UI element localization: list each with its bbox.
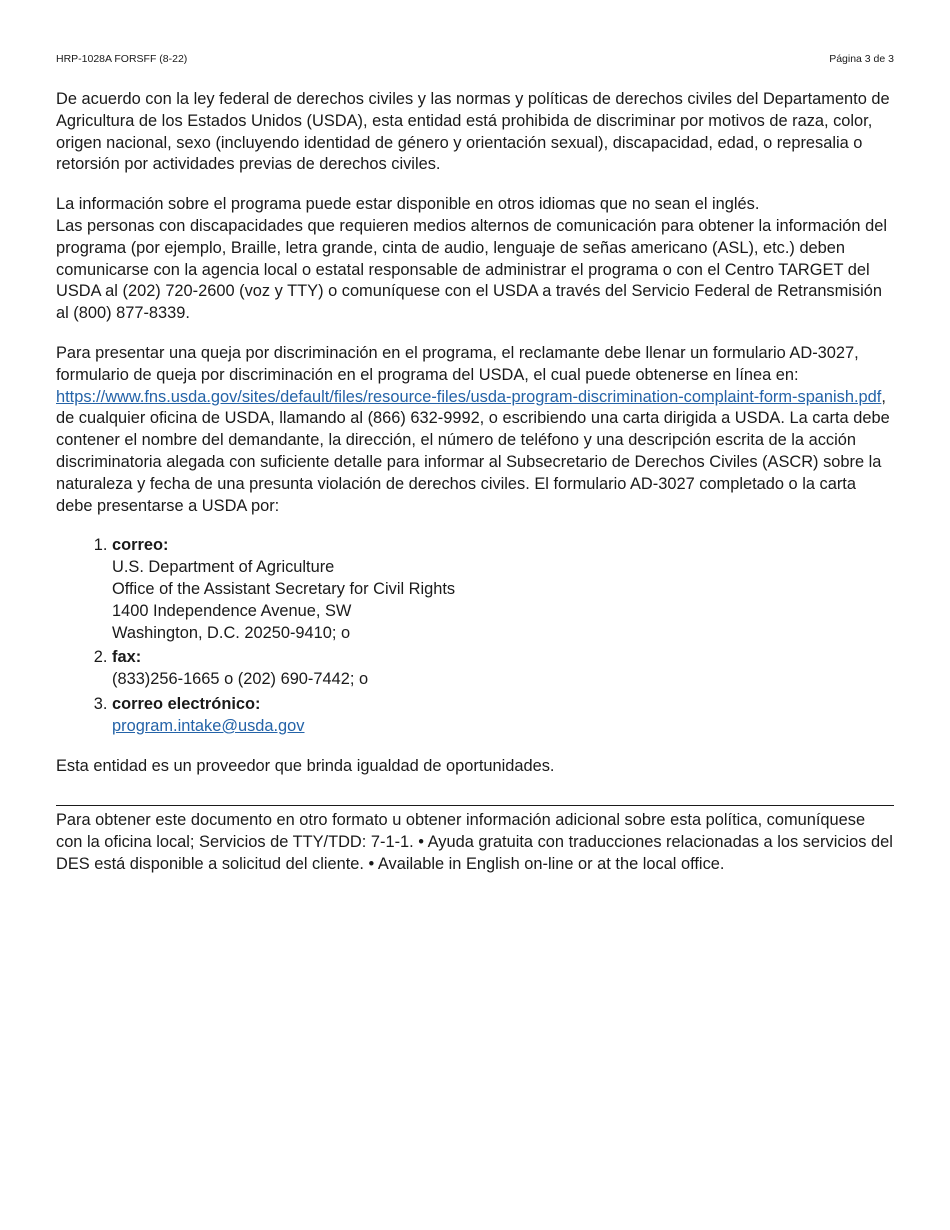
- complaint-text-before-link: Para presentar una queja por discriminación en el programa, el reclamante debe llenar un formulario AD-3027, formulario de queja por discriminación en el programa del USDA, el cual puede obtenerse en línea en:: [56, 343, 859, 384]
- email-link[interactable]: program.intake@usda.gov: [112, 716, 305, 735]
- complaint-form-link[interactable]: https://www.fns.usda.gov/sites/default/files/resource-files/usda-program-discrimination-complaint-form-spanish.pdf: [56, 387, 882, 406]
- complaint-text-after-link: , de cualquier oficina de USDA, llamando al (866) 632-9992, o escribiendo una carta dirigida a USDA. La carta debe contener el nombre del demandante, la dirección, el número de teléfono y una descripción escrita de la acción discriminatoria alegada con suficiente detalle para informar al Subsecretario de Derechos Civiles (ASCR) sobre la naturaleza y fecha de una presunta violación de derechos civiles. El formulario AD-3027 completado o la carta debe presentarse a USDA por:: [56, 387, 890, 515]
- footer-divider: [56, 805, 894, 806]
- document-body: [56, 89, 894, 795]
- civil-rights-paragraph: De acuerdo con la ley federal de derechos civiles y las normas y políticas de derechos civiles del Departamento de Agricultura de los Estados Unidos (USDA), esta entidad está prohibida de discriminar por motivos de raza, color, origen nacional, sexo (incluyendo identidad de género y orientación sexual), discapacidad, edad, o represalia o retorsión por actividades previas de derechos civiles.: [56, 90, 890, 174]
- mail-method-label: correo:: [112, 536, 169, 555]
- submission-methods-list: [56, 535, 894, 737]
- alternative-communication-text: Las personas con discapacidades que requieren medios alternos de comunicación para obtener la información del programa (por ejemplo, Braille, letra grande, cinta de audio, lenguaje de señas americano (ASL), etc.) deben comunicarse con la agencia local o estatal responsable de administrar el programa o con el Centro TARGET del USDA al (202) 720-2600 (voz y TTY) o comuníquese con el USDA a través del Servicio Federal de Retransmisión al (800) 877-8339.: [56, 216, 887, 323]
- fax-method-label: fax:: [112, 648, 142, 667]
- page-header: [56, 53, 894, 67]
- list-item: [112, 647, 894, 691]
- list-item: [112, 694, 894, 738]
- language-availability-line: La información sobre el programa puede estar disponible en otros idiomas que no sean el inglés.: [56, 195, 760, 214]
- language-accessibility-paragraph: [56, 194, 894, 325]
- email-method-label: correo electrónico:: [112, 694, 261, 713]
- complaint-paragraph: [56, 343, 894, 517]
- equal-opportunity-statement: Esta entidad es un proveedor que brinda igualdad de oportunidades.: [56, 756, 555, 775]
- email-line: [112, 716, 894, 738]
- form-id: HRP-1028A FORSFF (8-22): [56, 53, 188, 65]
- fax-numbers: (833)256-1665 o (202) 690-7442; o: [112, 670, 369, 689]
- footer-notice: Para obtener este documento en otro formato u obtener información adicional sobre esta política, comuníquese con la oficina local; Servicios de TTY/TDD: 7-1-1. • Ayuda gratuita con traducciones relacionadas a los servicios del DES está disponible a solicitud del cliente. • Available in English on-line or at the local office.: [56, 811, 893, 873]
- list-item: [112, 535, 894, 644]
- mail-address-line: 1400 Independence Avenue, SW: [112, 601, 352, 620]
- mail-address-line: U.S. Department of Agriculture: [112, 558, 335, 577]
- page-number: Página 3 de 3: [829, 53, 894, 65]
- mail-address-line: Washington, D.C. 20250-9410; o: [112, 623, 351, 642]
- mail-address-line: Office of the Assistant Secretary for Civil Rights: [112, 579, 456, 598]
